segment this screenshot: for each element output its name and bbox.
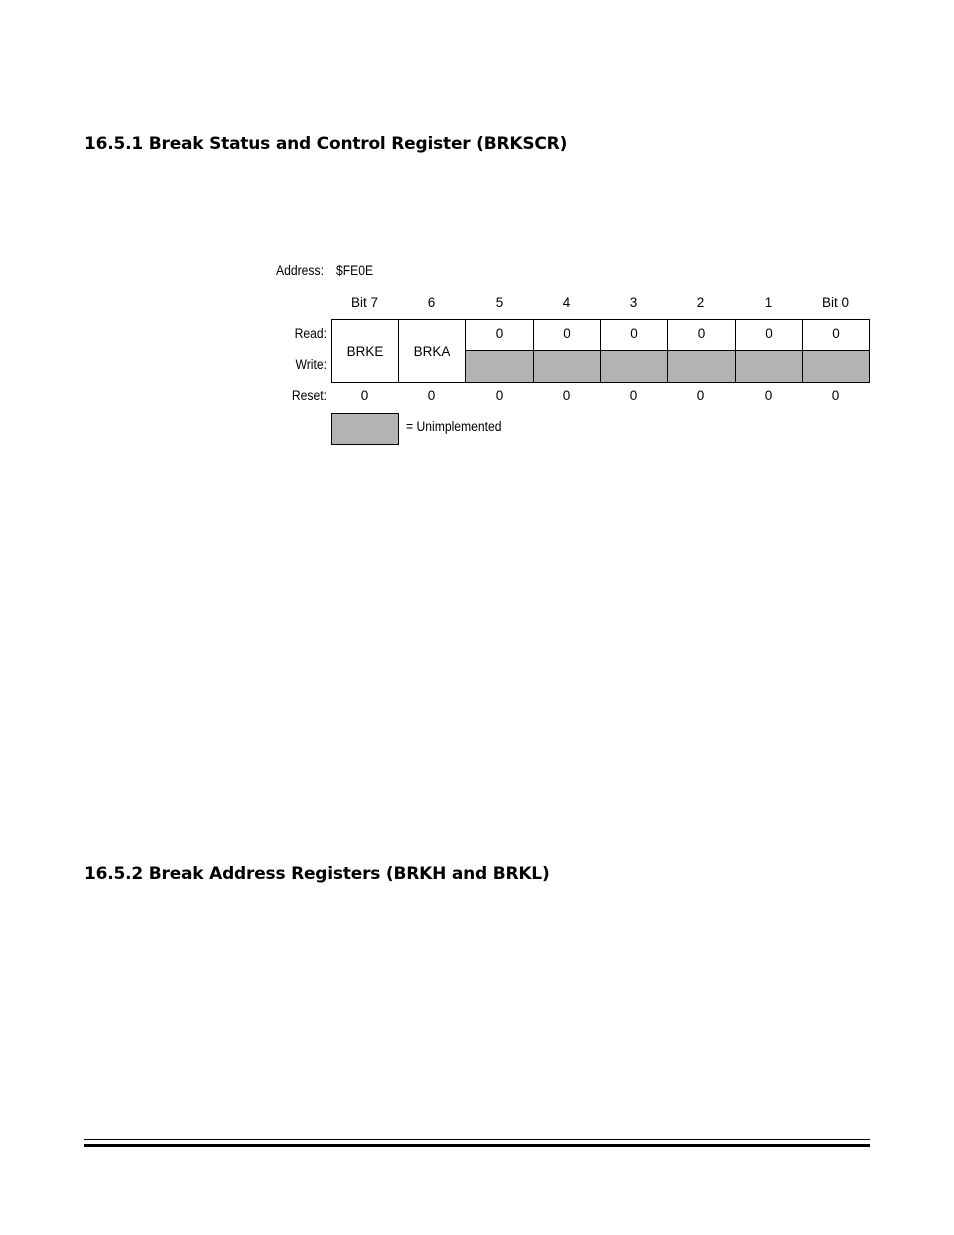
legend-label: = Unimplemented	[406, 419, 502, 434]
section-heading-brkscr: 16.5.1 Break Status and Control Register (BRKSCR)	[84, 134, 568, 154]
bit-number: 3	[629, 295, 638, 310]
reset-value: 0	[427, 388, 436, 403]
section-heading-brkh-brkl: 16.5.2 Break Address Registers (BRKH and BRKL)	[84, 864, 550, 884]
bit-number: 6	[427, 295, 436, 310]
unimplemented-cell	[600, 350, 668, 383]
unimplemented-cell	[802, 350, 870, 383]
bit-number: 2	[696, 295, 705, 310]
footer-rule-thin	[84, 1139, 870, 1140]
read-cell: 0	[802, 319, 870, 351]
write-row-label: Write:	[295, 357, 327, 372]
read-row-label: Read:	[294, 326, 327, 341]
address-label: Address:	[276, 263, 324, 278]
reset-value: 0	[831, 388, 840, 403]
address-value: $FE0E	[336, 263, 374, 278]
read-cell: 0	[667, 319, 736, 351]
unimplemented-cell	[667, 350, 736, 383]
reset-value: 0	[764, 388, 773, 403]
bit-number: Bit 0	[821, 295, 849, 310]
reset-row-label: Reset:	[291, 388, 327, 403]
read-cell: 0	[600, 319, 668, 351]
unimplemented-cell	[735, 350, 803, 383]
read-cell: 0	[533, 319, 601, 351]
unimplemented-cell	[465, 350, 534, 383]
footer-rule-thick	[84, 1144, 870, 1147]
read-cell: 0	[465, 319, 534, 351]
legend-swatch	[331, 413, 399, 445]
unimplemented-cell	[533, 350, 601, 383]
reset-value: 0	[495, 388, 504, 403]
reset-value: 0	[629, 388, 638, 403]
reset-value: 0	[360, 388, 369, 403]
bit-number: 4	[562, 295, 571, 310]
register-field-brka: BRKA	[398, 319, 466, 383]
bit-number: 5	[495, 295, 504, 310]
read-cell: 0	[735, 319, 803, 351]
reset-value: 0	[696, 388, 705, 403]
bit-number: 1	[764, 295, 773, 310]
reset-value: 0	[562, 388, 571, 403]
register-field-brke: BRKE	[331, 319, 399, 383]
bit-number: Bit 7	[350, 295, 378, 310]
